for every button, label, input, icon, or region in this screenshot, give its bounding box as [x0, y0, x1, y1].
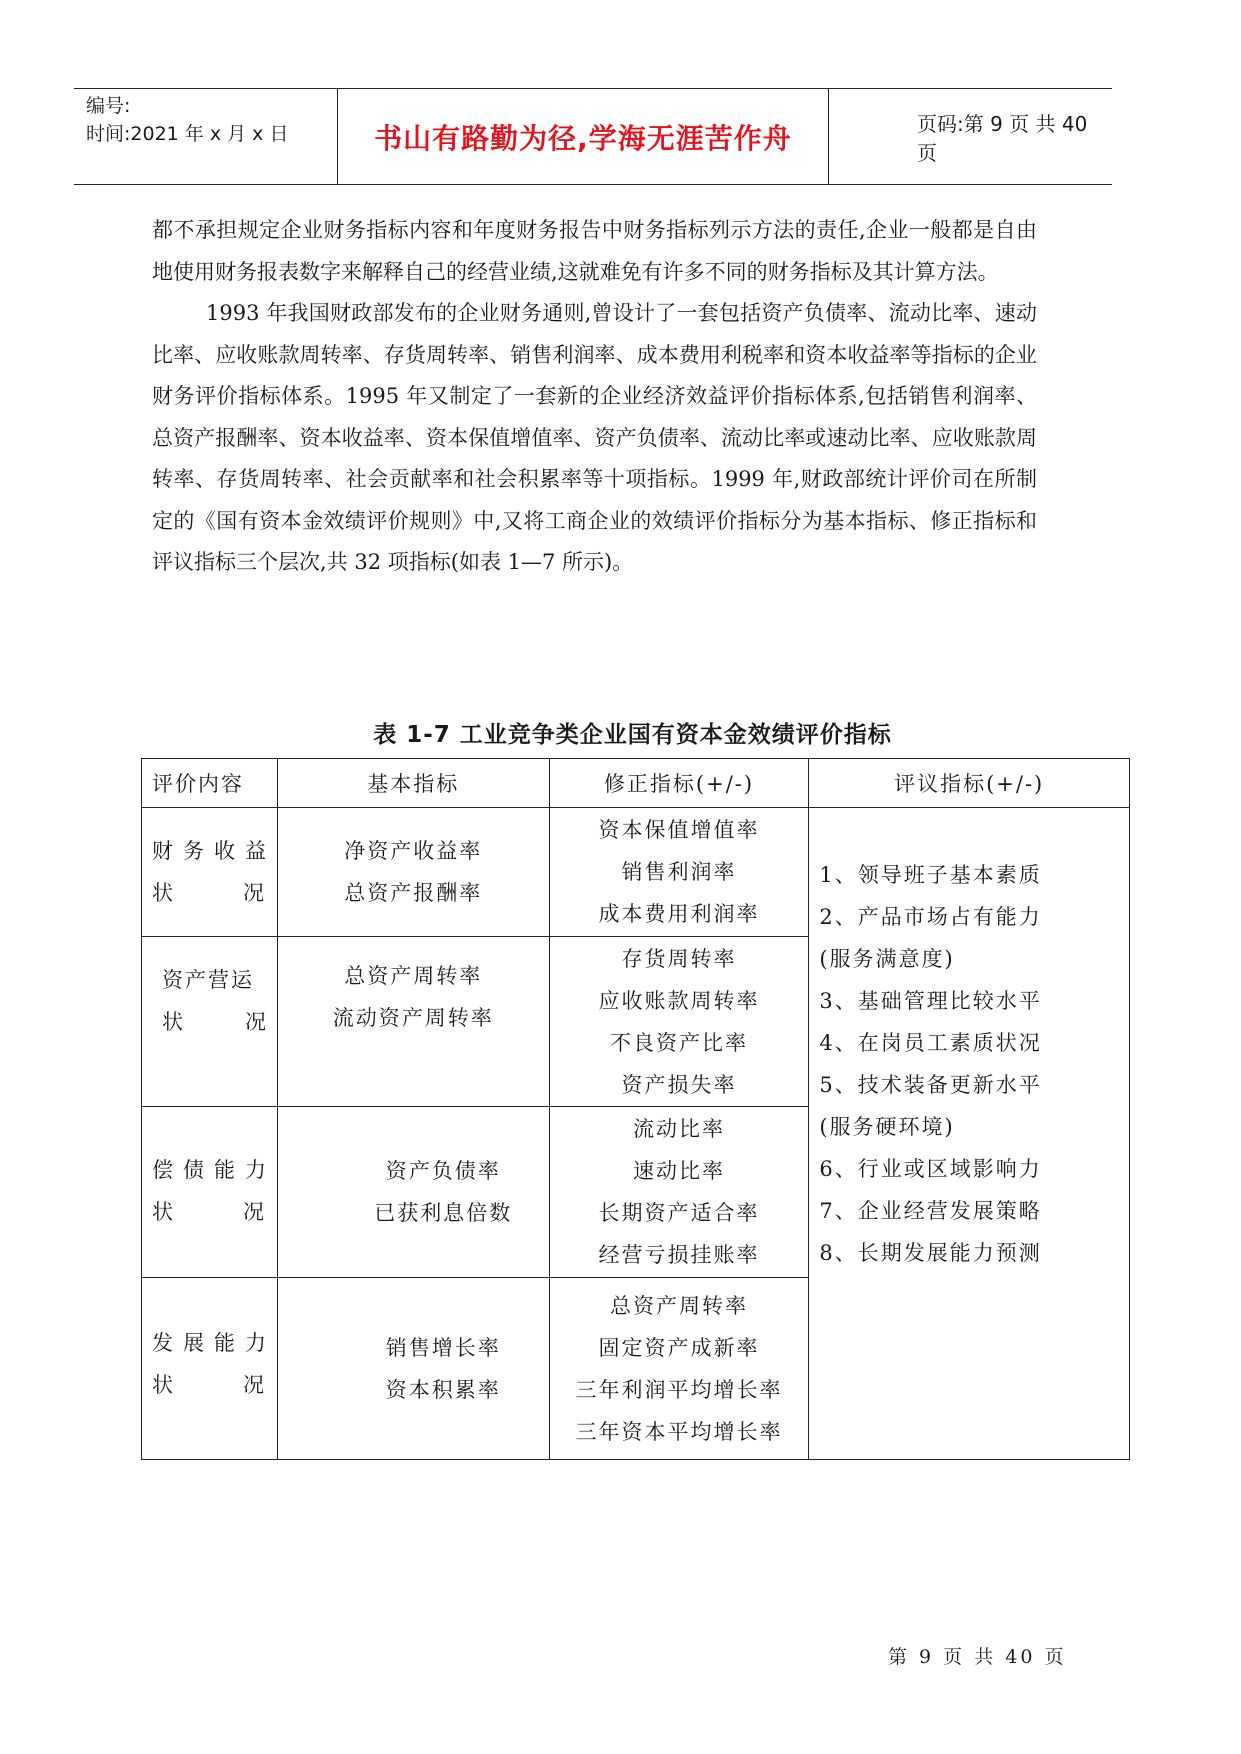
modified-item: 固定资产成新率 [598, 1335, 760, 1360]
table-caption: 表 1-7 工业竞争类企业国有资本金效绩评价指标 [373, 722, 892, 748]
column-header: 评价内容 [142, 759, 278, 808]
modified-item: 资本保值增值率 [598, 818, 760, 842]
category-label: 资产营运 状 况 [162, 968, 268, 1034]
header-motto-cell [338, 89, 829, 184]
time-label: 时间:2021 年 x 月 x 日 [86, 123, 289, 145]
evaluation-item: (服务满意度) [819, 947, 955, 971]
evaluation-list [809, 808, 1129, 1274]
paragraph: 都不承担规定企业财务指标内容和年度财务报告中财务指标列示方法的责任,企业一般都是自由地使用财务报表数字来解释自己的经营业绩,这就难免有许多不同的财务指标及其计算方法。 [152, 218, 1037, 284]
basic-cell [277, 1278, 549, 1460]
basic-cell [277, 1107, 549, 1278]
modified-item: 资产损失率 [621, 1072, 737, 1097]
header-meta-cell [74, 89, 338, 184]
modified-cell [549, 937, 809, 1107]
category-label: 发展能力 状 况 [152, 1331, 276, 1397]
modified-item: 销售利润率 [621, 860, 737, 884]
basic-cell [277, 937, 549, 1107]
evaluation-item: 8、长期发展能力预测 [819, 1241, 1042, 1265]
modified-item: 存货周转率 [621, 946, 737, 971]
motto: 书山有路勤为径,学海无涯苦作舟 [374, 121, 792, 155]
page-footer: 第 9 页 共 40 页 [888, 1646, 1067, 1668]
table-header-row [142, 759, 1130, 808]
page-label: 页码:第 9 页 共 40 页 [917, 111, 1088, 165]
modified-item: 三年资本平均增长率 [575, 1419, 783, 1444]
category-cell [142, 808, 278, 937]
modified-cell [549, 1278, 809, 1460]
paragraph: 1993 年我国财政部发布的企业财务通则,曾设计了一套包括资产负债率、流动比率、速动比率、应收账款周转率、存货周转率、销售利润率、成本费用利税率和资本收益率等指标的企业财务评价指标体系。1995 年又制定了一套新的企业经济效益评价指标体系,包括销售利润率、总资产报酬率、资本收益率、资本保值增值率、资产负债率、流动比率或速动比率、应收账款周转率、存货周转率、社会贡献率和社会积累率等十项指标。1999 年,财政部统计评价司在所制定的《国有资本金效绩评价规则》中,又将工商企业的效绩评价指标分为基本指标、修正指标和评议指标三个层次,共 32 项指标(如表 1—7 所示)。 [152, 301, 1037, 574]
modified-item: 经营亏损挂账率 [598, 1243, 760, 1267]
category-cell [142, 1107, 278, 1278]
evaluation-item: 1、领导班子基本素质 [819, 863, 1042, 887]
basic-item: 总资产周转率 [344, 964, 483, 988]
basic-item: 资本积累率 [385, 1377, 501, 1402]
modified-item: 长期资产适合率 [598, 1201, 760, 1225]
basic-item: 净资产收益率 [344, 839, 483, 863]
evaluation-table [141, 758, 1130, 1460]
evaluation-item: 5、技术装备更新水平 [819, 1073, 1042, 1097]
category-cell [142, 1278, 278, 1460]
basic-item: 资产负债率 [385, 1159, 501, 1183]
evaluation-cell [809, 808, 1130, 1460]
modified-item: 流动比率 [632, 1117, 725, 1141]
column-header: 修正指标(+/-) [549, 759, 809, 808]
basic-item: 已获利息倍数 [374, 1201, 513, 1225]
category-label: 偿债能力 状 况 [152, 1158, 276, 1224]
modified-cell [549, 808, 809, 937]
evaluation-item: 6、行业或区域影响力 [819, 1157, 1042, 1181]
evaluation-item: (服务硬环境) [819, 1115, 955, 1139]
column-header: 评议指标(+/-) [809, 759, 1130, 808]
basic-item: 流动资产周转率 [332, 1006, 494, 1030]
modified-item: 速动比率 [632, 1159, 725, 1183]
evaluation-item: 7、企业经营发展策略 [819, 1199, 1042, 1223]
modified-item: 成本费用利润率 [598, 902, 760, 926]
category-cell [142, 937, 278, 1107]
basic-item: 销售增长率 [385, 1335, 501, 1360]
evaluation-item: 3、基础管理比较水平 [819, 989, 1042, 1013]
basic-item: 总资产报酬率 [344, 881, 483, 905]
evaluation-item: 4、在岗员工素质状况 [819, 1031, 1042, 1055]
modified-item: 三年利润平均增长率 [575, 1377, 783, 1402]
table-row [142, 808, 1130, 937]
modified-item: 应收账款周转率 [598, 988, 760, 1013]
serial-label: 编号: [86, 95, 131, 117]
modified-cell [549, 1107, 809, 1278]
modified-item: 不良资产比率 [609, 1030, 748, 1055]
header-page-cell [829, 89, 1112, 184]
page-header [74, 88, 1112, 185]
modified-item: 总资产周转率 [609, 1293, 748, 1318]
category-label: 财务收益 状 况 [152, 839, 276, 905]
column-header: 基本指标 [277, 759, 549, 808]
evaluation-item: 2、产品市场占有能力 [819, 905, 1042, 929]
body-text [152, 210, 1037, 584]
basic-cell [277, 808, 549, 937]
